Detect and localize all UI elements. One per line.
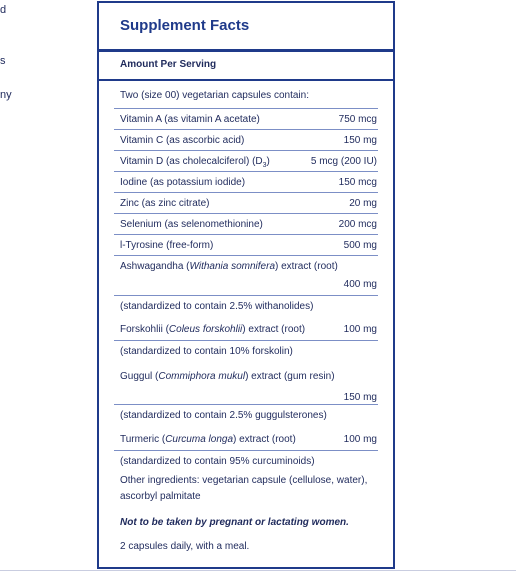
turmeric-amount: 100 mg [343, 434, 377, 445]
nutrient-row [114, 234, 378, 256]
forskohlii-standardized: (standardized to contain 10% forskolin) [120, 346, 293, 357]
amount-divider [99, 79, 393, 81]
ashwagandha-latin-name: Withania somnifera [189, 261, 276, 272]
nutrient-label: Selenium (as selenomethionine) [120, 219, 263, 230]
vitamin-d-subscript: 3 [262, 162, 267, 169]
directions: 2 capsules daily, with a meal. [120, 541, 250, 552]
panel-title: Supplement Facts [120, 17, 250, 34]
turmeric-label-pre: Turmeric ( [120, 434, 166, 445]
forskohlii-label [120, 324, 305, 335]
left-text-fragment-1: d [0, 4, 7, 16]
forskohlii-latin-name: Coleus forskohlii [168, 324, 243, 335]
turmeric-latin-name: Curcuma longa [165, 434, 233, 445]
forskohlii-standardized-row [114, 340, 378, 362]
nutrient-amount: 150 mg [343, 135, 377, 146]
forskohlii-amount: 100 mg [343, 324, 377, 335]
turmeric-label [120, 434, 296, 445]
guggul-label-post: ) extract (gum resin) [245, 371, 335, 382]
guggul-amount: 150 mg [343, 392, 377, 403]
nutrient-label: Vitamin C (as ascorbic acid) [120, 135, 245, 146]
ashwagandha-standardized: (standardized to contain 2.5% withanolides) [120, 301, 314, 312]
turmeric-standardized-row [114, 450, 378, 473]
nutrient-row [114, 108, 378, 130]
vitamin-d-label-main: Vitamin D (as cholecalciferol) (D [120, 156, 263, 167]
left-text-fragment-3: ny [0, 89, 12, 101]
guggul-latin-name: Commiphora mukul [158, 371, 246, 382]
nutrient-label: Iodine (as potassium iodide) [120, 177, 246, 188]
nutrient-amount: 5 mcg (200 IU) [310, 156, 377, 167]
ashwagandha-amount: 400 mg [343, 279, 377, 290]
nutrient-label [120, 156, 270, 169]
guggul-label [120, 371, 335, 382]
guggul-standardized-row [114, 404, 378, 427]
supplement-facts-panel [97, 1, 395, 569]
ashwagandha-standardized-row [114, 295, 378, 317]
forskohlii-label-post: ) extract (root) [242, 324, 306, 335]
nutrient-row [114, 192, 378, 214]
capsules-note: Two (size 00) vegetarian capsules contain: [120, 90, 309, 101]
pregnancy-warning: Not to be taken by pregnant or lactating women. [120, 517, 349, 528]
nutrient-label: Vitamin A (as vitamin A acetate) [120, 114, 260, 125]
nutrient-row [114, 213, 378, 235]
ashwagandha-label [120, 261, 338, 272]
page-bottom-divider [0, 570, 516, 571]
ashwagandha-label-post: ) extract (root) [275, 261, 338, 272]
nutrient-label: l-Tyrosine (free-form) [120, 240, 214, 251]
forskohlii-label-pre: Forskohlii ( [120, 324, 169, 335]
nutrient-amount: 150 mcg [338, 177, 377, 188]
forskohlii-row [114, 316, 378, 340]
guggul-row [114, 361, 378, 404]
guggul-standardized: (standardized to contain 2.5% guggulsterones) [120, 410, 327, 421]
nutrient-label: Zinc (as zinc citrate) [120, 198, 210, 209]
ashwagandha-row [114, 255, 378, 296]
nutrient-amount: 750 mcg [338, 114, 377, 125]
turmeric-row [114, 426, 378, 450]
nutrient-amount: 500 mg [343, 240, 377, 251]
nutrient-row [114, 129, 378, 151]
title-divider [99, 49, 393, 52]
nutrient-amount: 200 mcg [338, 219, 377, 230]
guggul-label-pre: Guggul ( [120, 371, 159, 382]
vitamin-d-label-close: ) [266, 156, 270, 167]
nutrient-amount: 20 mg [349, 198, 377, 209]
turmeric-standardized: (standardized to contain 95% curcuminoids) [120, 456, 315, 467]
left-text-fragment-2: s [0, 55, 6, 67]
nutrient-row [114, 171, 378, 193]
nutrient-row [114, 150, 378, 172]
turmeric-label-post: ) extract (root) [233, 434, 296, 445]
amount-per-serving-heading: Amount Per Serving [120, 59, 217, 70]
ashwagandha-label-pre: Ashwagandha ( [120, 261, 190, 272]
other-ingredients: Other ingredients: vegetarian capsule (cellulose, water), ascorbyl palmitate [120, 475, 368, 502]
